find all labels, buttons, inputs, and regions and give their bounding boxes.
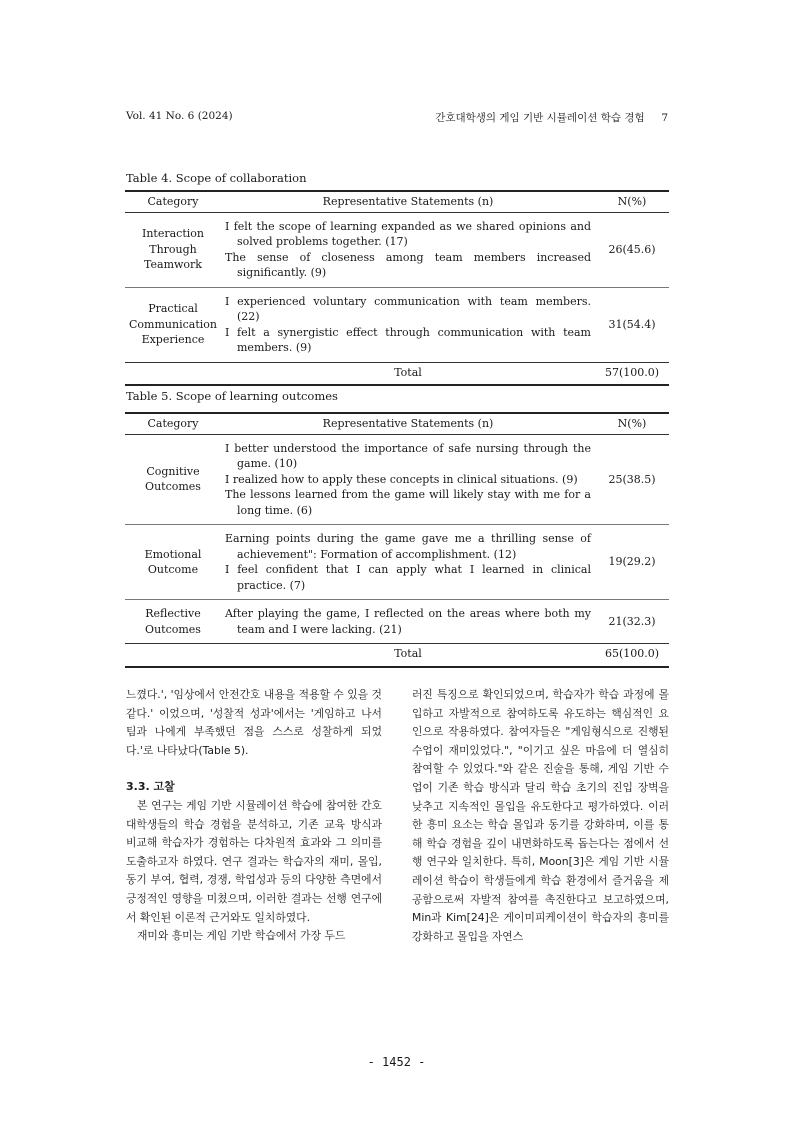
- table5-row2-n: 19(29.2): [608, 555, 656, 569]
- table5-row3-category: Reflective Outcomes: [145, 607, 201, 636]
- table5-row1-category: Cognitive Outcomes: [145, 464, 201, 494]
- section-heading: 3.3. 고찰: [126, 780, 175, 794]
- body-paragraph: 재미와 흥미는 게임 기반 학습에서 가장 두드: [137, 929, 346, 943]
- table4-col-statements: Representative Statements (n): [221, 191, 595, 212]
- statement: I feel confident that I can apply what I learned in clinical practice. (7): [225, 563, 591, 592]
- table5-row2-category: Emotional Outcome: [144, 547, 202, 576]
- table4-row1-n: 26(45.6): [608, 242, 656, 256]
- table4-caption: Table 4. Scope of collaboration: [126, 171, 307, 185]
- table5-row3-n: 21(32.3): [608, 614, 656, 628]
- body-right-column: [412, 686, 669, 946]
- table4-row1-category: Interaction Through Teamwork: [142, 227, 204, 272]
- body-paragraph: 러진 특징으로 확인되었으며, 학습자가 학습 과정에 몰입하고 자발적으로 참여하도록 유도하는 핵심적인 요인으로 작용하였다. 참여자들은 "게임형식으로 진행된 수업이 재미있었다.", "이기고 싶은 마음에 더 열심히 참여할 수 있었다."와 같은 진술을 통해, 게임 기반 수업이 기존 학습 방식과 달리 학습 초기의 진입 장벽을 낮추고 지속적인 몰입을 유도한다고 평가하였다. 이러한 흥미 요소는 학습 몰입과 동기를 강화하며, 이를 통해 학습 경험을 깊이 내면화하도록 돕는다는 점에서 선행 연구와 일치한다. 특히, Moon[3]은 게임 기반 시뮬레이션 학습이 학생들에게 학습 환경에서 즐거움을 제공함으로써 자발적 참여를 촉진한다고 보고하였으며, Min과 Kim[24]은 게이미피케이션이 학습자의 흥미를 강화하고 몰입을 자연스: [412, 688, 669, 943]
- statement: I felt the scope of learning expanded as we shared opinions and solved problems together. (17): [225, 219, 591, 248]
- table-row: [125, 525, 669, 600]
- table5-total-value: 65(100.0): [604, 647, 660, 660]
- body-paragraph: 느꼈다.', '임상에서 안전간호 내용을 적용할 수 있을 것 같다.' 이었으며, '성찰적 성과'에서는 '게임하고 나서 팀과 나에게 부족했던 점을 스스로 성찰하게 되었다.'로 나타났다(Table 5).: [126, 688, 382, 757]
- page-footer: - 1452 -: [367, 1055, 426, 1069]
- table4-row1-statements: [221, 212, 595, 287]
- statement: I realized how to apply these concepts in clinical situations. (9): [225, 472, 578, 486]
- table4-total-label: Total: [394, 365, 422, 379]
- empty-cell: [125, 362, 221, 385]
- statement: After playing the game, I reflected on the areas where both my team and I were lacking. (21): [225, 607, 591, 636]
- running-header: [126, 110, 668, 125]
- table4-col-category: Category: [125, 191, 221, 212]
- table4-total-row: [125, 362, 669, 385]
- body-paragraph: 본 연구는 게임 기반 시뮬레이션 학습에 참여한 간호대학생들의 학습 경험을 분석하고, 기존 교육 방식과 비교해 학습자가 경험하는 다차원적 효과와 그 의미를 도출하고자 하였다. 연구 결과는 학습자의 재미, 몰입, 동기 부여, 협력, 경쟁, 학업성과 등의 다양한 측면에서 긍정적인 영향을 미쳤으며, 이러한 결과는 선행 연구에서 확인된 이론적 근거와도 일치하였다.: [126, 798, 382, 924]
- statement: I experienced voluntary communication with team members. (22): [225, 294, 591, 323]
- body-left-column: [126, 686, 382, 946]
- table5-row1-statements: [221, 434, 595, 525]
- table5-row1-n: 25(38.5): [608, 472, 656, 486]
- table4-row2-category: Practical Communication Experience: [129, 302, 217, 347]
- table5-row3-statements: [221, 600, 595, 644]
- empty-cell: [125, 644, 221, 667]
- table-row: [125, 434, 669, 525]
- table-row: [125, 287, 669, 362]
- table4-total-value: 57(100.0): [604, 365, 660, 379]
- table4-col-n: N(%): [595, 191, 669, 212]
- running-title-group: [435, 110, 668, 125]
- table5-header-row: [125, 413, 669, 434]
- header-page-number: 7: [661, 112, 668, 124]
- statement: The lessons learned from the game will likely stay with me for a long time. (6): [225, 488, 591, 517]
- statement: I felt a synergistic effect through communication with team members. (9): [225, 325, 591, 354]
- table-row: [125, 600, 669, 644]
- statement: Earning points during the game gave me a thrilling sense of achievement": Formation of accomplishment. (12): [225, 532, 591, 561]
- table-row: [125, 212, 669, 287]
- table5-col-statements: Representative Statements (n): [221, 413, 595, 434]
- table5-col-category: Category: [125, 413, 221, 434]
- table5: [125, 412, 669, 668]
- table5-total-label: Total: [394, 647, 422, 660]
- table4-row2-statements: [221, 287, 595, 362]
- table5-total-row: [125, 644, 669, 667]
- table4: [125, 190, 669, 386]
- statement: The sense of closeness among team members increased significantly. (9): [225, 250, 591, 279]
- table4-header-row: [125, 191, 669, 212]
- table5-caption: Table 5. Scope of learning outcomes: [126, 389, 338, 403]
- running-title: 간호대학생의 게임 기반 시뮬레이션 학습 경험: [435, 112, 645, 124]
- table5-row2-statements: [221, 525, 595, 600]
- table5-col-n: N(%): [595, 413, 669, 434]
- journal-volume: Vol. 41 No. 6 (2024): [126, 110, 233, 122]
- statement: I better understood the importance of safe nursing through the game. (10): [225, 441, 591, 470]
- table4-row2-n: 31(54.4): [608, 317, 656, 331]
